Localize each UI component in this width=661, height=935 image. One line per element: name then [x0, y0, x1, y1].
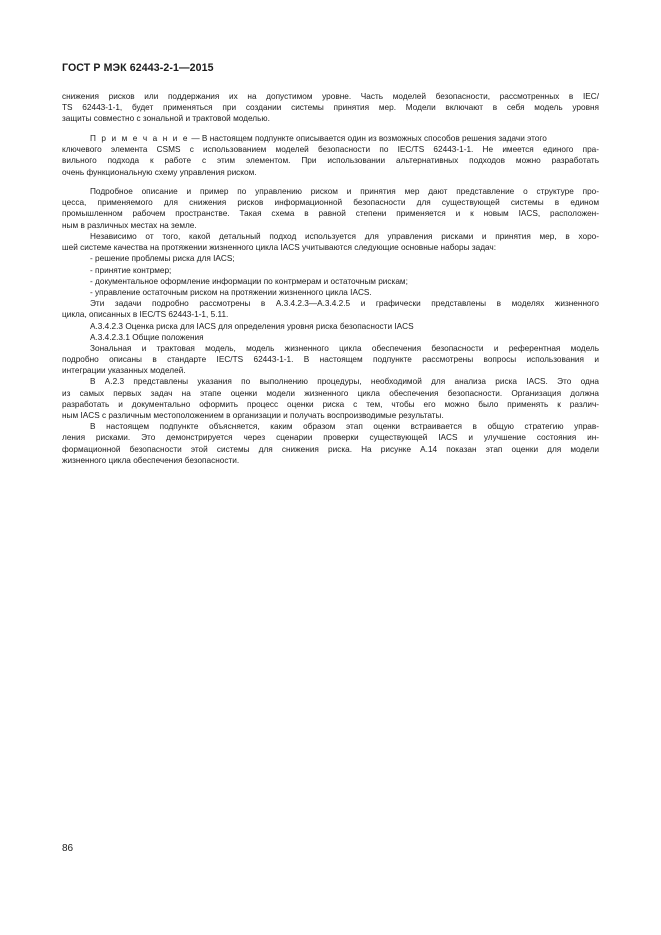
text-line: В настоящем подпункте объясняется, каким образом этап оценки встраивается в общую стратегию управ-	[90, 422, 599, 432]
text-line: ным IACS с различным местоположением в организации и получать воспроизводимые результаты.	[62, 411, 444, 420]
paragraph	[62, 186, 599, 231]
note-first-line	[62, 133, 599, 144]
text-line: формационной безопасности этой системы для снижения риска. На рисунке А.14 показан этап оценки для модели	[62, 444, 599, 454]
text-line: цикла, описанных в IEC/TS 62443-1-1, 5.11.	[62, 310, 229, 320]
note-text: — В настоящем подпункте описывается один из возможных способов решения задачи этого	[189, 134, 547, 143]
text-line: В А.2.3 представлены указания по выполнению процедуры, необходимой для анализа риска IACS. Это одна	[90, 377, 599, 387]
list-item: - управление остаточным риском на протяжении жизненного цикла IACS.	[90, 287, 372, 297]
text-line: ключевого элемента CSMS с использованием моделей безопасности по IEC/TS 62443-1-1. Не имеется единого пра-	[62, 145, 599, 155]
text-line: цесса, применяемого для снижения рисков информационной безопасности для существующей системы в едином	[62, 198, 599, 208]
note-block	[62, 133, 599, 178]
document-header: ГОСТ Р МЭК 62443-2-1—2015	[62, 62, 214, 74]
text-line: TS 62443-1-1, будет применяться при создании системы принятия мер. Модели включают в себя модель уровня	[62, 103, 599, 113]
text-line: защиты совместно с зональной и трактовой моделью.	[62, 114, 270, 124]
text-line: Подробное описание и пример по управлению риском и принятия мер дают представление о структуре про-	[90, 187, 599, 196]
text-line: из самых первых задач на этапе оценки модели жизненного цикла обеспечения безопасности. Организация должна	[62, 388, 599, 398]
text-line: Зональная и трактовая модель, модель жизненного цикла обеспечения безопасности и референтная модель	[90, 343, 599, 353]
text-line: шей системе качества на протяжении жизненного цикла IACS учитываются следующие основные наборы задач:	[62, 243, 497, 253]
text-line: подробно описаны в стандарте IEC/TS 62443-1-1. В настоящем подпункте рассмотрены вопросы использования и	[62, 355, 599, 365]
text-line: ления рисками. Это демонстрируется через сценарии проверки существующей IACS и улучшение состояния ин-	[62, 433, 599, 443]
text-line: ным в различных местах на земле.	[62, 220, 197, 230]
section-heading: А.3.4.2.3 Оценка риска для IACS для определения уровня риска безопасности IACS	[90, 321, 414, 331]
paragraph-continuation	[62, 91, 599, 125]
subsection-heading: А.3.4.2.3.1 Общие положения	[90, 332, 204, 342]
text-line: Эти задачи подробно рассмотрены в А.3.4.2.3—А.3.4.2.5 и графически представлены в моделях жизненного	[90, 299, 599, 309]
list-item: - документальное оформление информации по контрмерам и остаточным рискам;	[90, 276, 408, 286]
text-line: снижения рисков или поддержания их на допустимом уровне. Часть моделей безопасности, рассмотренных в IEC/	[62, 92, 599, 101]
note-label: П р и м е ч а н и е	[90, 134, 190, 143]
text-line: жизненного цикла обеспечения безопасности.	[62, 455, 240, 465]
text-line: Независимо от того, какой детальный подход используется для управления рисками и принятия мер, в хоро-	[90, 232, 599, 241]
text-line: очень функциональную схему управления риском.	[62, 167, 257, 177]
list-item: - принятие контрмер;	[90, 265, 172, 275]
text-line: промышленном рабочем пространстве. Такая схема в равной степени применяется и к новым IACS, расположен-	[62, 209, 599, 219]
page-number: 86	[62, 843, 74, 854]
text-line: интеграции указанных моделей.	[62, 366, 186, 376]
text-line: разработать и документально оформить процесс оценки риска с тем, чтобы его можно было применять к различ-	[62, 399, 599, 409]
list-item: - решение проблемы риска для IACS;	[90, 254, 235, 264]
paragraph	[62, 231, 599, 466]
text-line: вильного подхода к работе с этим элементом. При использовании альтернативных подходов можно разработать	[62, 156, 599, 166]
